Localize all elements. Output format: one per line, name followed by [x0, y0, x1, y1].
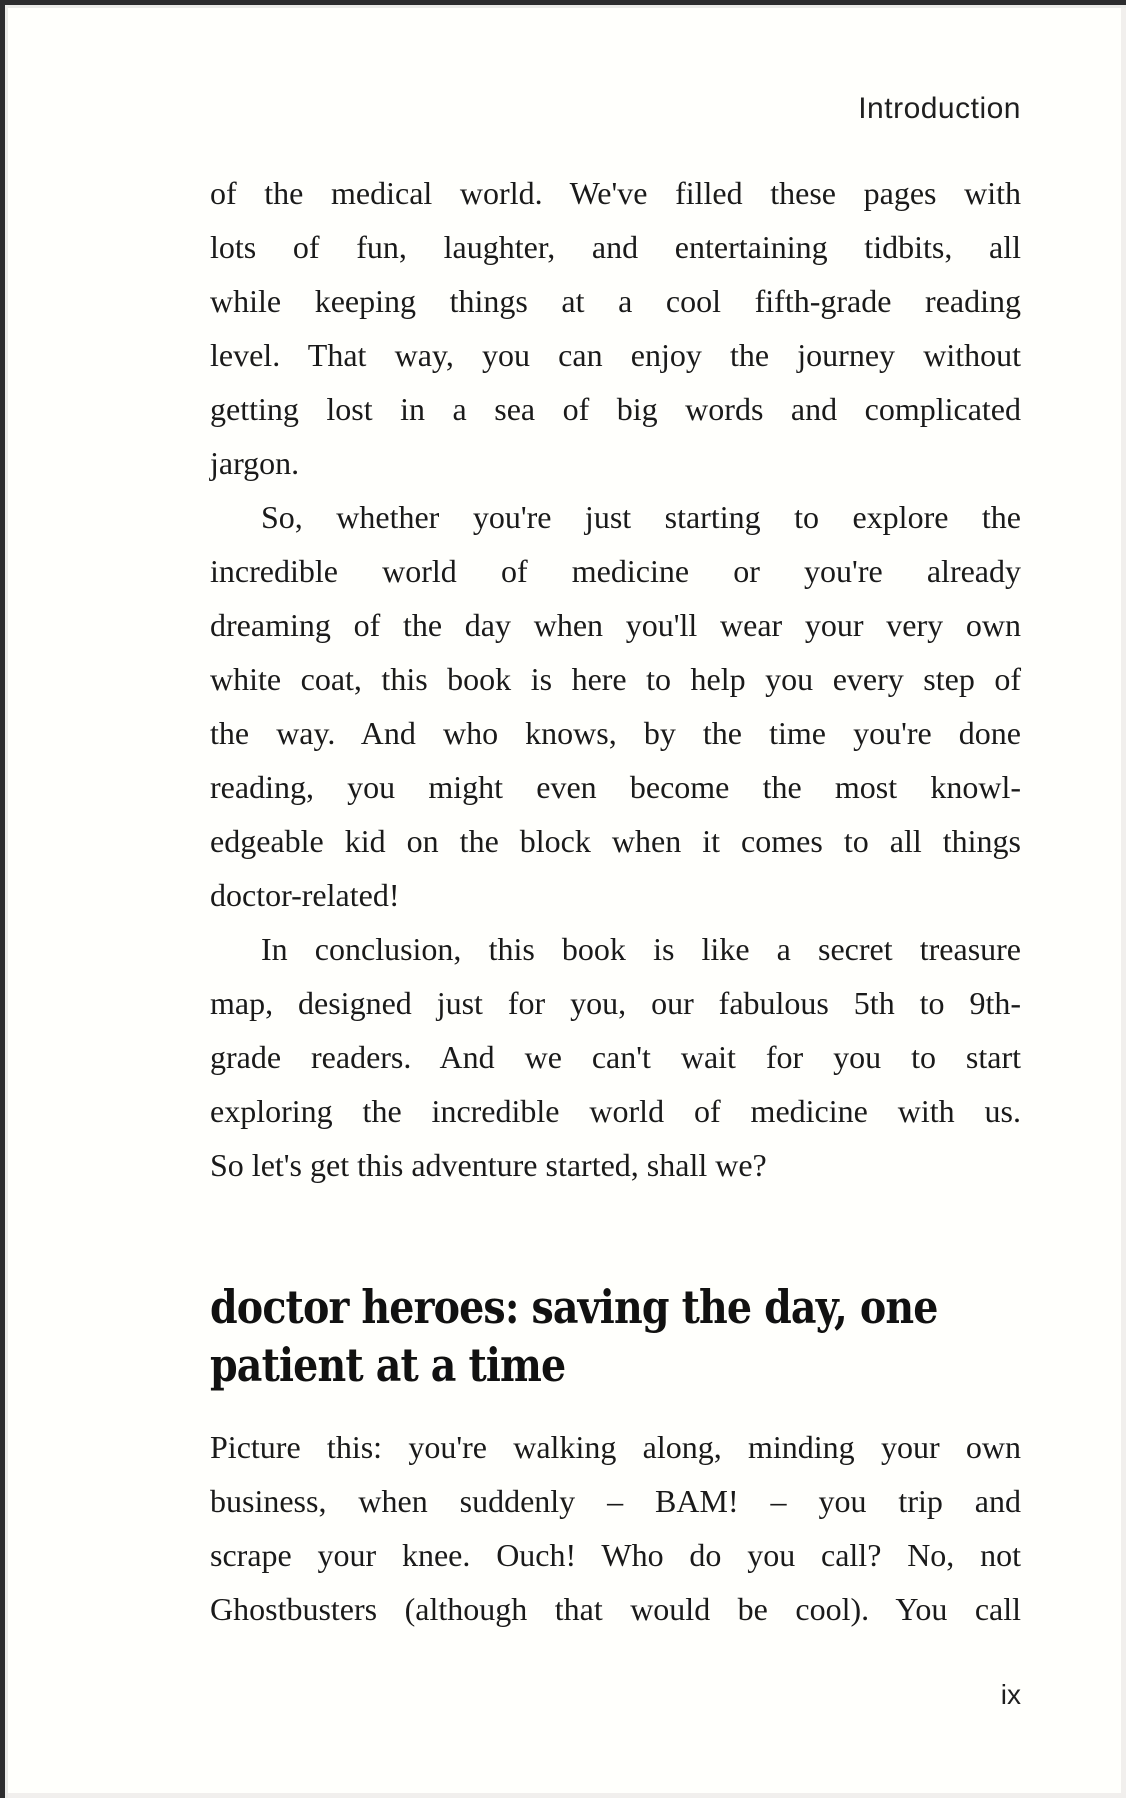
- text-line: scrape your knee. Ouch! Who do you call? No, not: [210, 1537, 1021, 1573]
- text-line: So, whether you're just starting to explore the: [261, 499, 1021, 535]
- text-line: edgeable kid on the block when it comes to all things: [210, 823, 1021, 859]
- text-line: the way. And who knows, by the time you're done: [210, 715, 1021, 751]
- text-line: incredible world of medicine or you're already: [210, 553, 1021, 589]
- text-line: map, designed just for you, our fabulous 5th to 9th-: [210, 985, 1021, 1021]
- running-header-title: Introduction: [858, 92, 1021, 125]
- text-line: exploring the incredible world of medicine with us.: [210, 1093, 1021, 1129]
- text-line: while keeping things at a cool fifth-grade reading: [210, 283, 1021, 319]
- text-line: Picture this: you're walking along, minding your own: [210, 1429, 1021, 1465]
- section-heading-line-2: patient at a time: [210, 1338, 566, 1392]
- text-line: reading, you might even become the most knowl-: [210, 769, 1021, 805]
- page-top-shadow: [5, 5, 1126, 8]
- page-surface: [8, 8, 1121, 1793]
- page-right-shadow: [1121, 0, 1126, 1798]
- window-frame-top-edge: [0, 0, 1126, 5]
- body-text-after-heading: [210, 1420, 1021, 1636]
- text-line: white coat, this book is here to help you every step of: [210, 661, 1021, 697]
- section-heading: [210, 1278, 984, 1394]
- text-line: In conclusion, this book is like a secret treasure: [261, 931, 1021, 967]
- body-text-before-heading: [210, 166, 1021, 1192]
- text-line: lots of fun, laughter, and entertaining tidbits, all: [210, 229, 1021, 265]
- section-heading-line-1: doctor heroes: saving the day, one: [210, 1280, 938, 1334]
- page-number: ix: [1000, 1679, 1021, 1710]
- text-line: So let's get this adventure started, shall we?: [210, 1147, 767, 1183]
- text-line: Ghostbusters (although that would be cool). You call: [210, 1591, 1021, 1627]
- text-line: level. That way, you can enjoy the journey without: [210, 337, 1021, 373]
- text-line: jargon.: [210, 445, 300, 481]
- page-left-shadow: [5, 5, 8, 1798]
- page-bottom-shadow: [5, 1793, 1126, 1798]
- text-line: of the medical world. We've filled these pages with: [210, 175, 1021, 211]
- text-line: business, when suddenly – BAM! – you trip and: [210, 1483, 1021, 1519]
- window-frame-left-edge: [0, 0, 5, 1798]
- text-line: grade readers. And we can't wait for you to start: [210, 1039, 1021, 1075]
- text-line: doctor-related!: [210, 877, 400, 913]
- text-line: getting lost in a sea of big words and complicated: [210, 391, 1021, 427]
- text-line: dreaming of the day when you'll wear your very own: [210, 607, 1021, 643]
